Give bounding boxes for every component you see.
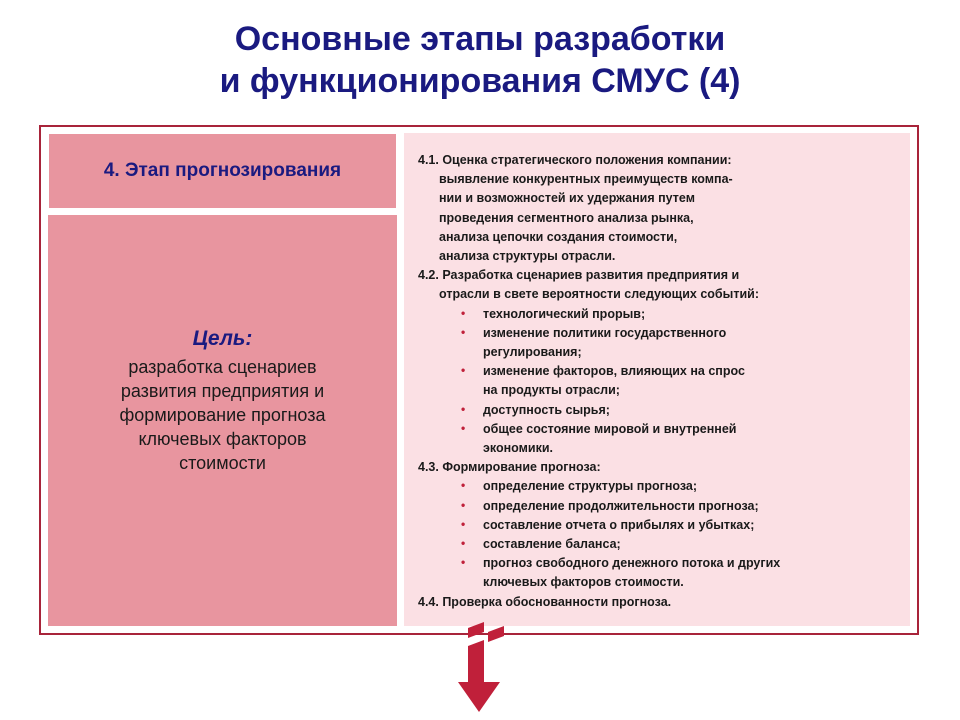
arrow-stripe xyxy=(488,626,504,642)
bullet-item xyxy=(418,362,910,381)
bullet-item xyxy=(418,535,910,554)
bullet-text: определение структуры прогноза; xyxy=(483,479,698,494)
goal-label: Цель: xyxy=(192,326,253,350)
bullet-text: определение продолжительности прогноза; xyxy=(483,498,759,513)
bullet-continuation: ключевых факторов стоимости. xyxy=(483,575,684,590)
slide-title xyxy=(0,18,960,102)
bullet-text: изменение политики государственного xyxy=(483,325,727,340)
section-4-3-heading: 4.3. Формирование прогноза: xyxy=(418,460,601,475)
arrow-tail-segment-top xyxy=(468,622,484,638)
section-4-2-line: отрасли в свете вероятности следующих событий: xyxy=(439,287,759,302)
bullet-text: составление отчета о прибылях и убытках; xyxy=(483,517,755,532)
section-4-1-line: анализа структуры отрасли. xyxy=(439,249,616,264)
title-line-1: Основные этапы разработки xyxy=(234,20,726,58)
bullet-item xyxy=(418,420,910,439)
bullet-item xyxy=(418,324,910,343)
section-4-1-line: выявление конкурентных преимуществ компа- xyxy=(439,172,733,187)
section-4-1-line: анализа цепочки создания стоимости, xyxy=(439,229,678,244)
section-4-2-heading: 4.2. Разработка сценариев развития предприятия и xyxy=(418,268,740,283)
bullet-item xyxy=(418,516,910,535)
bullet-continuation: экономики. xyxy=(483,441,553,456)
bullet-item xyxy=(418,497,910,516)
content-frame xyxy=(39,125,919,635)
bullet-item xyxy=(418,401,910,420)
stage-header xyxy=(48,133,397,209)
bullet-icon: • xyxy=(461,536,466,551)
bullet-icon: • xyxy=(461,305,466,320)
goal-line: развития предприятия и xyxy=(120,380,325,401)
goal-panel xyxy=(48,215,397,626)
goal-line: стоимости xyxy=(179,452,266,473)
bullet-text: общее состояние мировой и внутренней xyxy=(483,421,737,436)
bullet-icon: • xyxy=(461,555,466,570)
bullet-text: доступность сырья; xyxy=(483,402,610,417)
bullet-item xyxy=(418,305,910,324)
details-panel xyxy=(404,133,910,626)
bullet-item xyxy=(418,477,910,496)
bullet-text: изменение факторов, влияющих на спрос xyxy=(483,364,745,379)
bullet-icon: • xyxy=(461,516,466,531)
section-4-1-line: нии и возможностей их удержания путем xyxy=(439,191,695,206)
goal-line: формирование прогноза xyxy=(119,404,326,425)
arrow-body xyxy=(458,640,500,712)
stage-title: 4. Этап прогнозирования xyxy=(103,160,342,181)
down-arrow-icon xyxy=(458,622,520,718)
title-line-2: и функционирования СМУС (4) xyxy=(219,62,741,100)
bullet-text: составление баланса; xyxy=(483,537,621,552)
bullet-text: прогноз свободного денежного потока и других xyxy=(483,556,781,571)
bullet-continuation: регулирования; xyxy=(483,345,582,360)
section-4-1-heading: 4.1. Оценка стратегического положения компании: xyxy=(418,153,732,167)
bullet-icon: • xyxy=(461,420,466,435)
section-4-1-line: проведения сегментного анализа рынка, xyxy=(439,210,694,225)
bullet-icon: • xyxy=(461,478,466,493)
goal-line: разработка сценариев xyxy=(128,356,317,377)
bullet-icon: • xyxy=(461,497,466,512)
bullet-item xyxy=(418,554,910,573)
bullet-icon: • xyxy=(461,401,466,416)
goal-line: ключевых факторов xyxy=(138,428,307,449)
bullet-icon: • xyxy=(461,324,466,339)
bullet-continuation: на продукты отрасли; xyxy=(483,383,620,398)
section-4-4-heading: 4.4. Проверка обоснованности прогноза. xyxy=(418,594,672,609)
bullet-text: технологический прорыв; xyxy=(483,306,646,321)
bullet-icon: • xyxy=(461,363,466,378)
